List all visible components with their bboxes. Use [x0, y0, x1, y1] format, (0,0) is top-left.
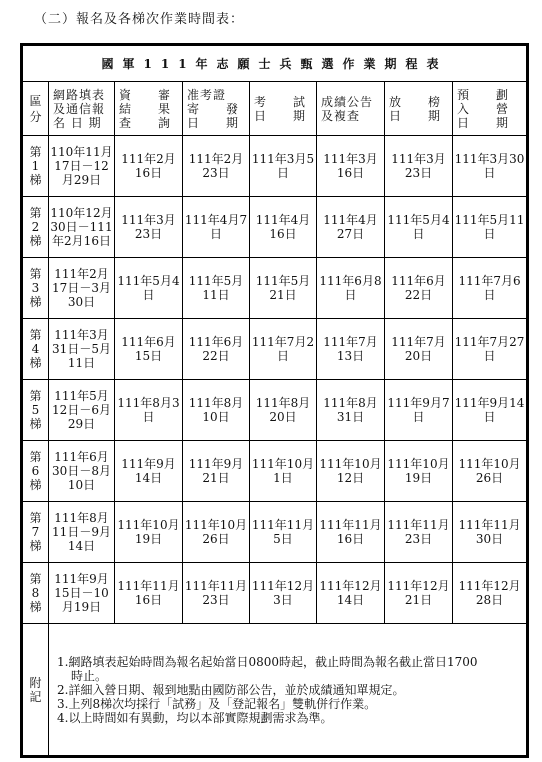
stage-row: [22, 563, 528, 624]
date-cell: 111年7月6日: [453, 258, 528, 319]
date-cell: 111年10月19日: [385, 441, 453, 502]
col-header-announcement: [385, 82, 453, 136]
section-heading: （二）報名及各梯次作業時間表：: [34, 12, 245, 27]
stage-row: [22, 258, 528, 319]
notes-row: [22, 624, 528, 757]
col-header-line: 日 期: [254, 108, 307, 123]
schedule-table: [20, 43, 529, 758]
stage-label-char: 第: [29, 328, 42, 342]
stage-label-char: 第: [29, 450, 42, 464]
registration-period: 110年11月17日－12月29日: [49, 136, 115, 197]
col-header-line: 成績公告: [321, 94, 374, 109]
stage-label-char: 6: [31, 464, 40, 478]
stage-label-char: 第: [29, 572, 42, 586]
registration-period: 111年6月30日－8月10日: [49, 441, 115, 502]
stage-label-char: 第: [29, 389, 42, 403]
date-cell: 111年2月16日: [115, 136, 183, 197]
stage-label-char: 梯: [29, 295, 42, 309]
date-cell: 111年3月23日: [385, 136, 453, 197]
col-header-line: 結 果: [119, 101, 172, 116]
stage-label: [22, 258, 49, 319]
col-header-exam: [250, 82, 317, 136]
stage-row: [22, 197, 528, 258]
stage-label-char: 梯: [29, 417, 42, 431]
stage-label: [22, 319, 49, 380]
col-header-line: 寄 發: [187, 101, 240, 116]
col-header-line: 資 審: [119, 87, 172, 102]
date-cell: 111年10月26日: [183, 502, 250, 563]
stage-label-char: 梯: [29, 234, 42, 248]
date-cell: 111年12月28日: [453, 563, 528, 624]
date-cell: 111年7月13日: [317, 319, 385, 380]
date-cell: 111年5月21日: [250, 258, 317, 319]
stage-label: [22, 441, 49, 502]
stage-label-char: 梯: [29, 173, 42, 187]
date-cell: 111年9月14日: [115, 441, 183, 502]
stage-label: [22, 563, 49, 624]
date-cell: 111年5月4日: [115, 258, 183, 319]
date-cell: 111年12月14日: [317, 563, 385, 624]
stage-row: [22, 319, 528, 380]
note-line: 1.網路填表起始時間為報名起始當日0800時起，截止時間為報名截止當日1700: [57, 654, 478, 669]
registration-period: 111年9月15日－10月19日: [49, 563, 115, 624]
stage-label: [22, 502, 49, 563]
date-cell: 111年3月5日: [250, 136, 317, 197]
stage-label-char: 4: [31, 342, 40, 356]
date-cell: 111年3月30日: [453, 136, 528, 197]
col-header-line: 入 營: [457, 101, 510, 116]
stage-label-char: 8: [31, 586, 40, 600]
stage-header-line: 分: [29, 109, 42, 124]
date-cell: 111年11月16日: [115, 563, 183, 624]
date-cell: 111年12月21日: [385, 563, 453, 624]
registration-period: 111年2月17日－3月30日: [49, 258, 115, 319]
stage-row: [22, 441, 528, 502]
date-cell: 111年9月21日: [183, 441, 250, 502]
date-cell: 111年10月19日: [115, 502, 183, 563]
col-header-registration: [49, 82, 115, 136]
date-cell: 111年11月16日: [317, 502, 385, 563]
date-cell: 111年8月3日: [115, 380, 183, 441]
date-cell: 111年6月15日: [115, 319, 183, 380]
table-title: 國軍111年志願士兵甄選作業期程表: [22, 45, 528, 82]
date-cell: 111年10月12日: [317, 441, 385, 502]
note-line: 3.上列8梯次均採行「試務」及「登記報名」雙軌併行作業。: [57, 696, 377, 711]
date-cell: 111年8月31日: [317, 380, 385, 441]
registration-period: 111年3月31日－5月11日: [49, 319, 115, 380]
stage-header-line: 區: [29, 93, 42, 108]
stage-label-char: 7: [31, 525, 40, 539]
date-cell: 111年2月23日: [183, 136, 250, 197]
date-cell: 111年3月23日: [115, 197, 183, 258]
date-cell: 111年5月11日: [183, 258, 250, 319]
stage-label-char: 第: [29, 511, 42, 525]
stage-label-char: 5: [31, 403, 40, 417]
stage-label: [22, 136, 49, 197]
date-cell: 111年4月27日: [317, 197, 385, 258]
stage-label-char: 梯: [29, 539, 42, 553]
stage-rows: [22, 136, 528, 624]
date-cell: 111年6月8日: [317, 258, 385, 319]
registration-period: 110年12月30日－111年2月16日: [49, 197, 115, 258]
stage-label: [22, 380, 49, 441]
stage-label-char: 梯: [29, 600, 42, 614]
date-cell: 111年8月10日: [183, 380, 250, 441]
date-cell: 111年3月16日: [317, 136, 385, 197]
col-header-line: 准考證: [187, 87, 227, 102]
col-header-line: 考 試: [254, 94, 307, 109]
note-line: 2.詳細入營日期、報到地點由國防部公告，並於成績通知單規定。: [57, 682, 405, 697]
note-line: 時止。: [71, 668, 108, 683]
date-cell: 111年9月7日: [385, 380, 453, 441]
stage-row: [22, 502, 528, 563]
stage-label-char: 2: [31, 220, 40, 234]
notes-label-line: 附: [29, 675, 42, 690]
stage-label-char: 第: [29, 145, 42, 159]
date-cell: 111年6月22日: [385, 258, 453, 319]
date-cell: 111年8月20日: [250, 380, 317, 441]
col-header-review: [115, 82, 183, 136]
table-title-row: [22, 45, 528, 82]
date-cell: 111年5月11日: [453, 197, 528, 258]
col-header-admission-ticket: [183, 82, 250, 136]
header-row: [22, 82, 528, 136]
col-header-line: 日 期: [187, 115, 240, 130]
col-header-line: 網路填表: [53, 87, 106, 102]
stage-label-char: 第: [29, 267, 42, 281]
date-cell: 111年5月4日: [385, 197, 453, 258]
col-header-line: 查 詢: [119, 115, 172, 130]
notes-label: [22, 624, 49, 757]
registration-period: 111年8月11日－9月14日: [49, 502, 115, 563]
notes-body: [49, 624, 528, 757]
date-cell: 111年7月2日: [250, 319, 317, 380]
col-header-line: 日 期: [457, 115, 510, 130]
date-cell: 111年4月7日: [183, 197, 250, 258]
date-cell: 111年11月5日: [250, 502, 317, 563]
date-cell: 111年6月22日: [183, 319, 250, 380]
stage-header: [22, 82, 49, 136]
stage-row: [22, 380, 528, 441]
date-cell: 111年11月30日: [453, 502, 528, 563]
stage-label-char: 3: [31, 281, 40, 295]
col-header-line: 日 期: [389, 108, 442, 123]
note-line: 4.以上時間如有異動，均以本部實際規劃需求為準。: [57, 710, 333, 725]
stage-label-char: 1: [31, 159, 40, 173]
stage-label-char: 梯: [29, 478, 42, 492]
stage-label-char: 第: [29, 206, 42, 220]
col-header-line: 放 榜: [389, 94, 442, 109]
date-cell: 111年11月23日: [183, 563, 250, 624]
col-header-line: 及通信報: [53, 101, 106, 116]
col-header-line: 及複查: [321, 108, 361, 123]
col-header-line: 名 日 期: [53, 115, 102, 130]
notes-label-line: 記: [29, 689, 42, 704]
registration-period: 111年5月12日－6月29日: [49, 380, 115, 441]
date-cell: 111年4月16日: [250, 197, 317, 258]
date-cell: 111年10月26日: [453, 441, 528, 502]
col-header-results: [317, 82, 385, 136]
stage-label-char: 梯: [29, 356, 42, 370]
col-header-line: 預 劃: [457, 87, 510, 102]
date-cell: 111年7月27日: [453, 319, 528, 380]
date-cell: 111年10月1日: [250, 441, 317, 502]
stage-row: [22, 136, 528, 197]
date-cell: 111年7月20日: [385, 319, 453, 380]
date-cell: 111年9月14日: [453, 380, 528, 441]
col-header-enlistment: [453, 82, 528, 136]
date-cell: 111年12月3日: [250, 563, 317, 624]
stage-label: [22, 197, 49, 258]
date-cell: 111年11月23日: [385, 502, 453, 563]
